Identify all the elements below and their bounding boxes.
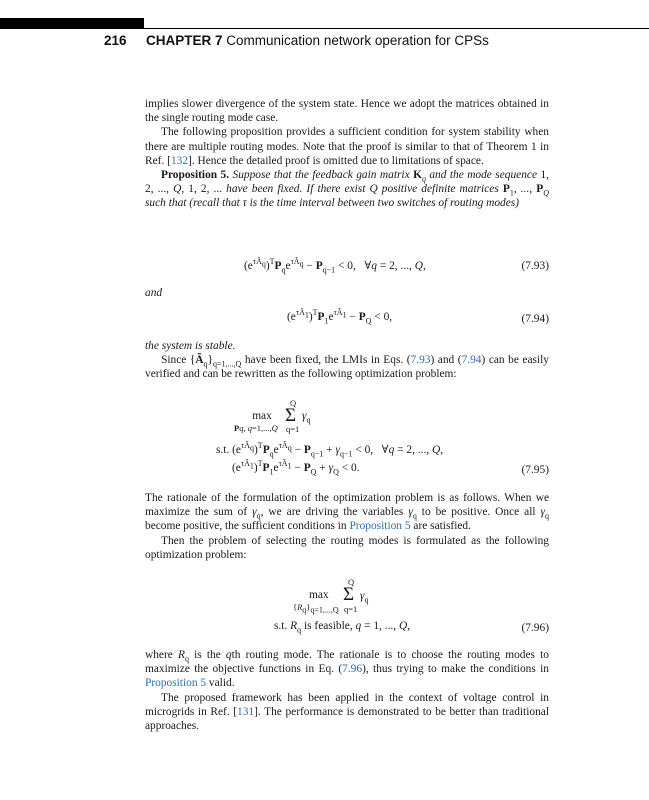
chapter-label: CHAPTER 7 [146,33,223,48]
paragraph: Since $\{Ã_q\}_{q=1,...,Q}$ have been fixed, the LMIs in Eqs. (7.93) and (7.94) can be easily verified and can be rewritten as the following optimization problem: [145,354,549,381]
sum-argument: $\gamma_q$ [302,410,311,425]
equation-link[interactable]: 7.94 [461,354,482,367]
header-bar [0,18,144,29]
paragraph: The proposed framework has been applied in the context of voltage control in microgrids in Ref. [131]. The performance is demonstrated to be better than traditional approaches. [145,691,549,733]
proposition-link[interactable]: Proposition 5 [349,520,411,533]
equation-number: (7.96) [521,622,549,634]
max-subscript: $\{R_q\}_{q=1,...,Q}$ [293,602,339,615]
equation-7-93: $(e^{\tau Ã_q})^TP_qe^{\tau Ã_q} - P_{q-1} < 0$, ∀q = 2, ..., Q, [244,257,426,275]
header-rule [144,28,649,29]
sum-upper: Q [348,577,355,587]
paragraph: where $R_q$ is the qth routing mode. The rationale is to choose the routing modes to maximize the objective functions in Eq. (7.96), thus trying to make the conditions in Proposition 5 valid. [145,649,549,690]
proposition-link[interactable]: Proposition 5 [145,677,207,690]
text-block-4 [145,648,549,733]
text-block-3 [145,491,549,562]
paragraph: The following proposition provides a sufficient condition for system stability when there are multiple routing modes. Note that the proof is similar to that of Theorem 1 in Ref. [132]. Hence the detailed proof is omitted due to limitations of space. [145,126,549,167]
sum-sign: Σ [343,584,355,605]
sum-argument: $\gamma_q$ [360,590,369,605]
sum-sign: Σ [285,405,297,426]
equation-link[interactable]: 7.93 [410,354,431,367]
max-subscript: Pq, q=1,...,Q [234,423,278,433]
paragraph: Then the problem of selecting the routing modes is formulated as the following optimization problem: [145,534,549,561]
connector-word: and [145,287,163,299]
running-header [104,33,489,48]
equation-link[interactable]: 7.96 [342,663,363,676]
max-operator: max [309,589,329,601]
text-block-1 [145,97,549,211]
citation-link[interactable]: 132 [170,154,189,167]
text-block-2 [145,339,549,382]
constraint-1: s.t. $R_q$ is feasible, q = 1, ..., Q, [274,620,411,635]
sum-upper: Q [290,398,297,408]
constraint-2: $(e^{\tau Ã_1})^TP_1e^{\tau Ã_1} - P_Q + \gamma_Q < 0$. [232,459,360,477]
equation-7-94: $(e^{\tau Ã_1})^TP_1e^{\tau Ã_1} - P_Q < 0$, [287,308,393,326]
sum-lower: q=1 [286,424,300,434]
paragraph: the system is stable. [145,340,236,352]
constraint-1: s.t. $(e^{\tau Ã_q})^TP_qe^{\tau Ã_q} - P_{q-1} + \gamma_{q-1} < 0$, ∀q = 2, ..., Q, [216,441,444,459]
paragraph: implies slower divergence of the system state. Hence we adopt the matrices obtained in the single routing mode case. [145,98,549,125]
proposition-text: Suppose that the feedback gain matrix $K_q$ and the mode sequence 1, 2, ..., Q, 1, 2, ... have been fixed. If there exist Q positive definite matrices $P_1$, ..., $P_Q$ such that (recall that τ is the time interval between two switches of routing modes) [145,169,549,210]
max-operator: max [252,410,272,422]
paragraph: The rationale of the formulation of the optimization problem is as follows. When we maximize the sum of $\gamma_q$, we are driving the variables $\gamma_q$ to be positive. Once all $\gamma_q$ become positive, the sufficient conditions in Proposition 5 are satisfied. [145,492,549,533]
proposition-label: Proposition 5. [161,169,230,182]
sum-lower: q=1 [344,604,358,614]
page-number: 216 [104,33,127,48]
equation-number: (7.95) [521,464,549,476]
chapter-title: Communication network operation for CPSs [226,33,489,48]
equation-number: (7.93) [521,260,549,272]
citation-link[interactable]: 131 [237,705,255,718]
proposition [145,168,549,211]
equation-number: (7.94) [521,313,549,325]
